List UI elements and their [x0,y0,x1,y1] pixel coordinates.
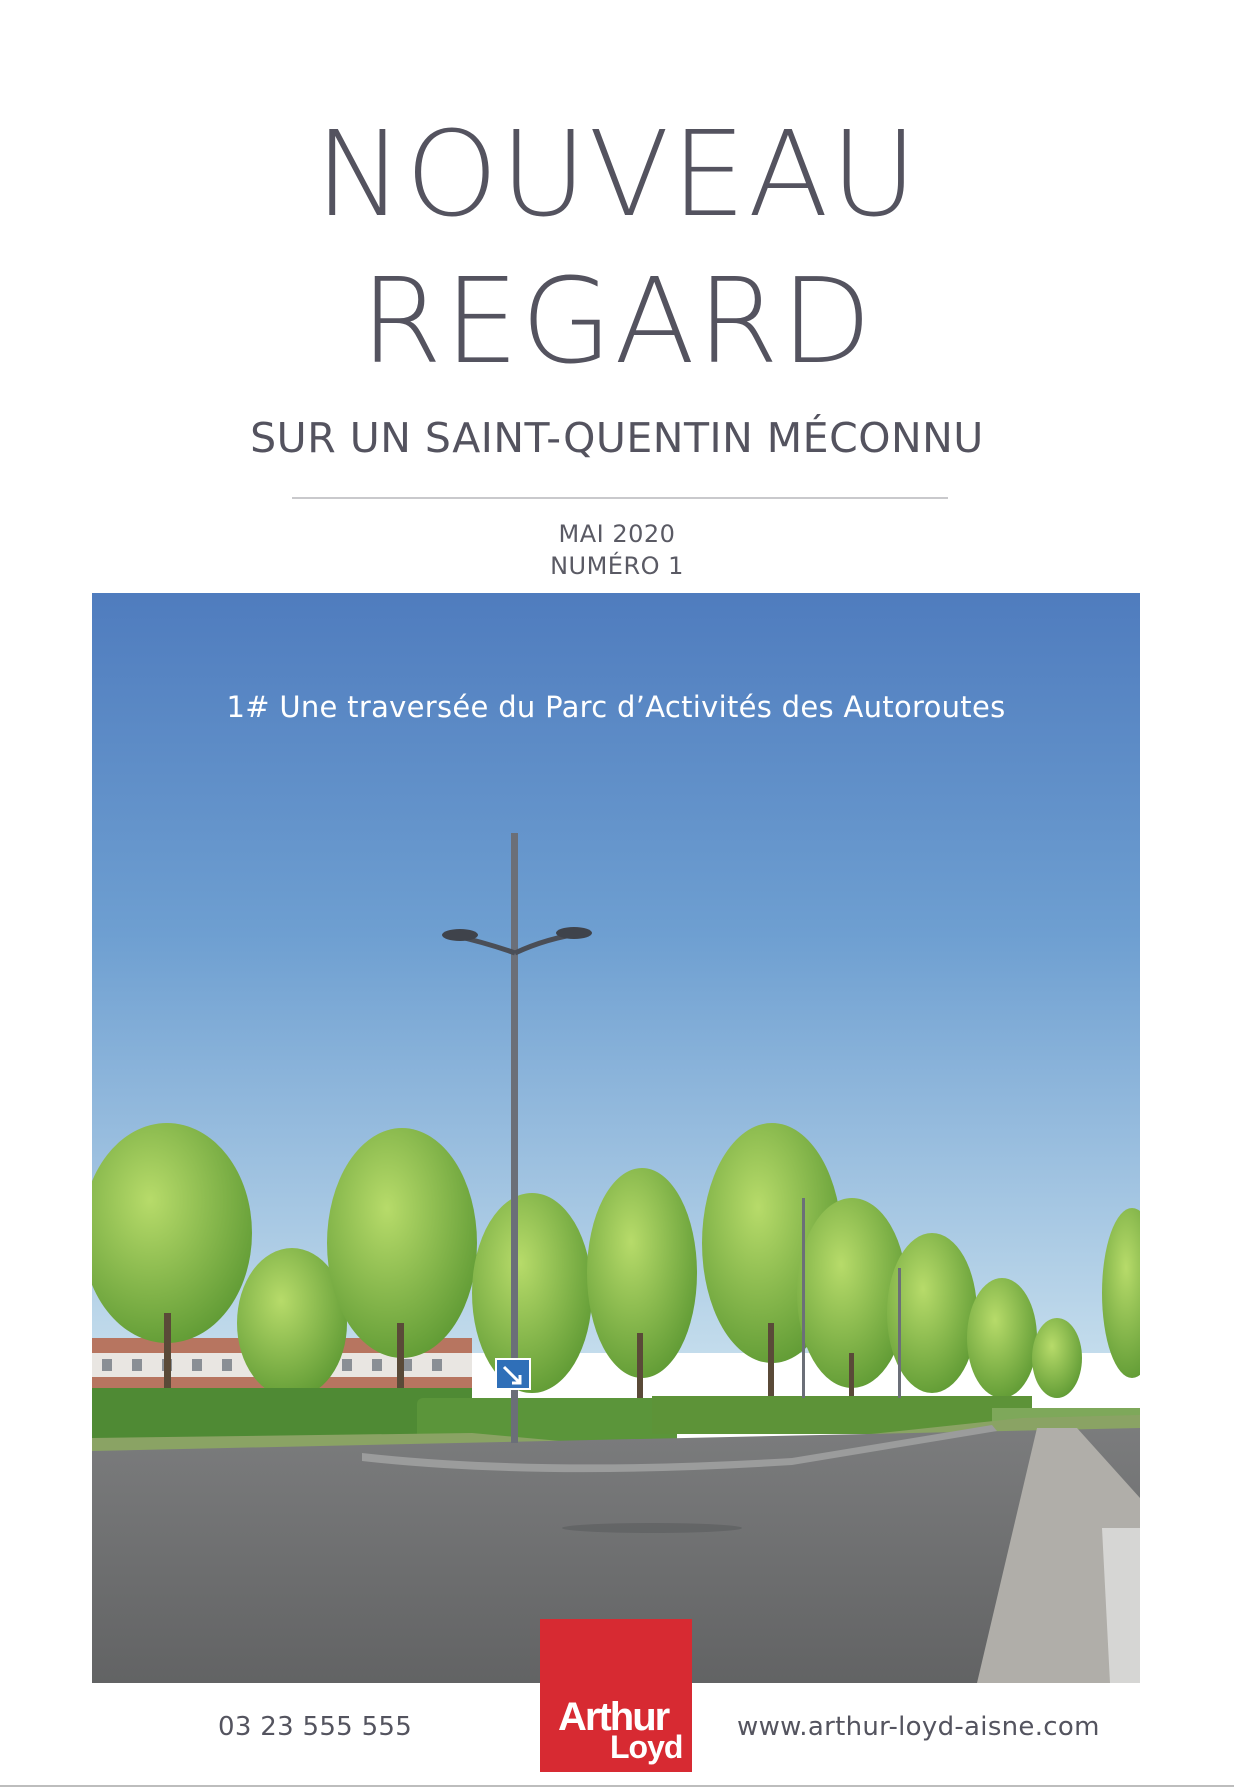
subtitle: SUR UN SAINT-QUENTIN MÉCONNU [250,414,984,462]
title-line-2: REGARD [360,252,874,390]
title-line-1: NOUVEAU [315,105,919,243]
logo-word-bottom: Loyd [610,1729,683,1765]
arthur-loyd-logo [540,1619,692,1772]
bottom-border [0,1785,1234,1787]
issue-date: MAI 2020 [558,520,676,548]
website-link[interactable]: www.arthur-loyd-aisne.com [737,1712,1100,1742]
photo-caption: 1# Une traversée du Parc d’Activités des Autoroutes [226,690,1006,724]
issue-number: NUMÉRO 1 [550,552,684,580]
divider [292,497,948,499]
phone-number: 03 23 555 555 [218,1712,413,1742]
cover-photo [92,593,1140,1683]
logo-word-top: Arthur [558,1695,669,1739]
